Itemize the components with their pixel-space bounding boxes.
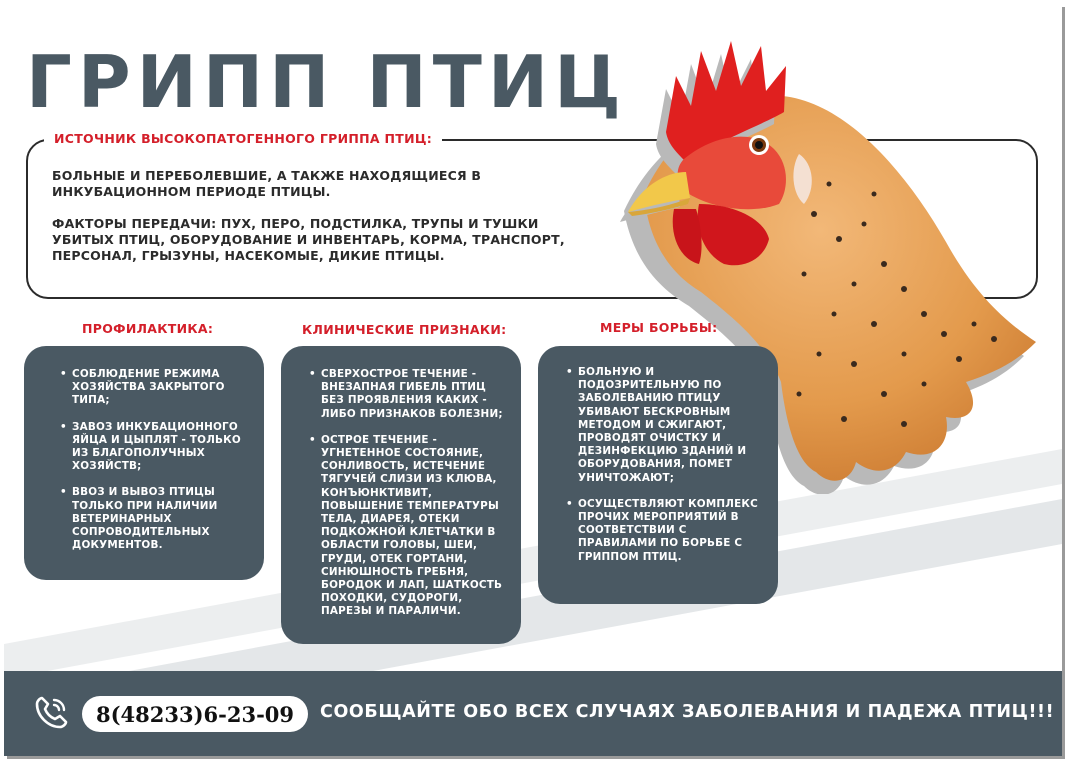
clinical-signs-heading: КЛИНИЧЕСКИЕ ПРИЗНАКИ: [302,322,507,337]
list-item: • ЗАВОЗ ИНКУБАЦИОННОГО ЯЙЦА И ЦЫПЛЯТ - ТОЛЬКО ИЗ БЛАГОПОЛУЧНЫХ ХОЗЯЙСТВ; [72,421,252,474]
prevention-card [24,346,264,580]
clinical-signs-card [281,346,521,644]
list-item: • ВВОЗ И ВЫВОЗ ПТИЦЫ ТОЛЬКО ПРИ НАЛИЧИИ ВЕТЕРИНАРНЫХ СОПРОВОДИТЕЛЬНЫХ ДОКУМЕНТОВ. [72,486,252,552]
list-item: • ОСУЩЕСТВЛЯЮТ КОМПЛЕКС ПРОЧИХ МЕРОПРИЯТИЙ В СООТВЕТСТВИИ С ПРАВИЛАМИ ПО БОРЬБЕ С ГРИППОМ ПТИЦ. [578,498,766,564]
source-text [52,168,572,280]
source-heading: ИСТОЧНИК ВЫСОКОПАТОГЕННОГО ГРИППА ПТИЦ: [44,131,442,146]
poster-sheet [4,4,1062,756]
phone-icon [32,692,72,732]
footer-message: СООБЩАЙТЕ ОБО ВСЕХ СЛУЧАЯХ ЗАБОЛЕВАНИЯ И ПАДЕЖА ПТИЦ!!! [320,702,1055,722]
control-measures-list [556,366,766,564]
control-measures-heading: МЕРЫ БОРЬБЫ: [600,320,718,335]
clinical-signs-list [299,368,509,619]
list-item: • ОСТРОЕ ТЕЧЕНИЕ - УГНЕТЕННОЕ СОСТОЯНИЕ, СОНЛИВОСТЬ, ИСТЕЧЕНИЕ ТЯГУЧЕЙ СЛИЗИ ИЗ КЛЮВА, КОНЪЮНКТИВИТ, ПОВЫШЕНИЕ ТЕМПЕРАТУРЫ ТЕЛА, ДИАРЕЯ, ОТЕКИ ПОДКОЖНОЙ КЛЕТЧАТКИ В ОБЛАСТИ ГОЛОВЫ, ШЕИ, ГРУДИ, ОТЕК ГОРТАНИ, СИНЮШНОСТЬ ГРЕБНЯ, БОРОДОК И ЛАП, ШАТКОСТЬ ПОХОДКИ, СУДОРОГИ, ПАРЕЗЫ И ПАРАЛИЧИ. [321,434,509,619]
list-item: • СОБЛЮДЕНИЕ РЕЖИМА ХОЗЯЙСТВА ЗАКРЫТОГО ТИПА; [72,368,252,408]
list-item: • СВЕРХОСТРОЕ ТЕЧЕНИЕ - ВНЕЗАПНАЯ ГИБЕЛЬ ПТИЦ БЕЗ ПРОЯВЛЕНИЯ КАКИХ - ЛИБО ПРИЗНАКОВ БОЛЕЗНИ; [321,368,509,421]
transmission-factors-paragraph: ФАКТОРЫ ПЕРЕДАЧИ: ПУХ, ПЕРО, ПОДСТИЛКА, ТРУПЫ И ТУШКИ УБИТЫХ ПТИЦ, ОБОРУДОВАНИЕ И ИНВЕНТАРЬ, КОРМА, ТРАНСПОРТ, ПЕРСОНАЛ, ГРЫЗУНЫ, НАСЕКОМЫЕ, ДИКИЕ ПТИЦЫ. [52,216,565,263]
phone-number: 8(48233)6-23-09 [82,696,308,732]
source-paragraph: БОЛЬНЫЕ И ПЕРЕБОЛЕВШИЕ, А ТАКЖЕ НАХОДЯЩИЕСЯ В ИНКУБАЦИОННОМ ПЕРИОДЕ ПТИЦЫ. [52,168,482,199]
control-measures-card [538,346,778,604]
prevention-list [50,368,252,552]
prevention-heading: ПРОФИЛАКТИКА: [82,321,214,336]
poster-title: ГРИПП ПТИЦ [26,40,627,124]
list-item: • БОЛЬНУЮ И ПОДОЗРИТЕЛЬНУЮ ПО ЗАБОЛЕВАНИЮ ПТИЦУ УБИВАЮТ БЕСКРОВНЫМ МЕТОДОМ И СЖИГАЮТ, ПРОВОДЯТ ОЧИСТКУ И ДЕЗИНФЕКЦИЮ ЗДАНИЙ И ОБОРУДОВАНИЯ, ПОМЕТ УНИЧТОЖАЮТ; [578,366,766,485]
